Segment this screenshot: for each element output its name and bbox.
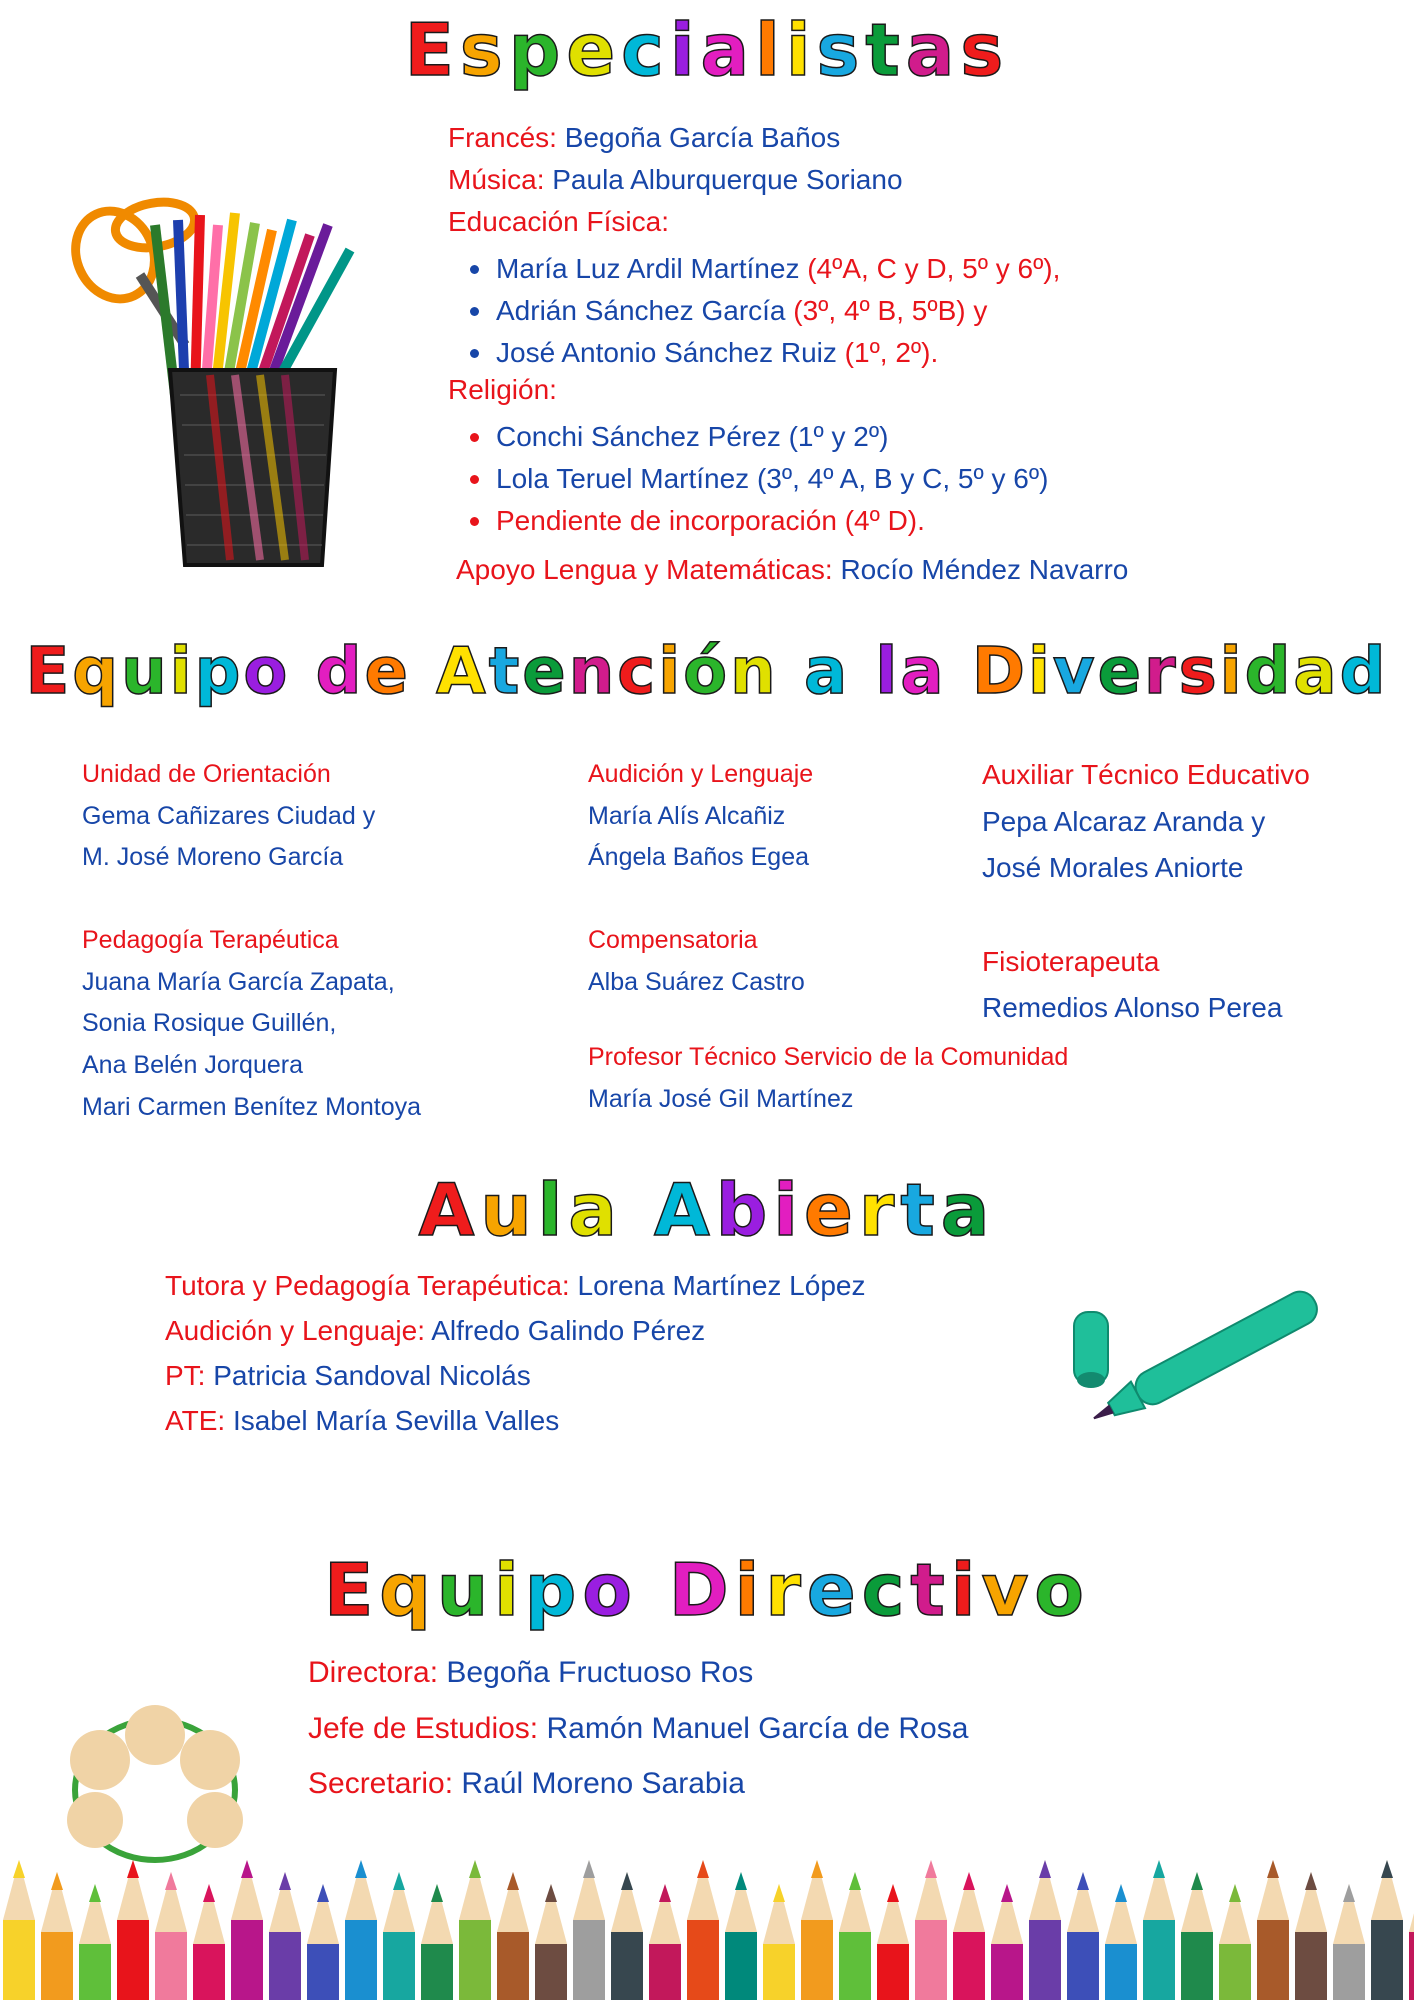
title-aula-abierta: Aula Abierta (418, 1168, 996, 1252)
pencil-icon (1409, 1872, 1414, 2000)
pencil-icon (41, 1872, 73, 2000)
frances-name: Begoña García Baños (564, 122, 841, 153)
audicion-name: Ángela Baños Egea (588, 843, 810, 871)
marker-icon (1060, 1270, 1360, 1450)
ef-list (448, 248, 1060, 374)
list-item: Conchi Sánchez Pérez (1º y 2º) (448, 416, 1048, 458)
auxiliar-label: Auxiliar Técnico Educativo (982, 759, 1310, 790)
aula-tutora-label: Tutora y Pedagogía Terapéutica: (165, 1270, 570, 1301)
pencil-icon (345, 1860, 377, 2000)
pencil-icon (421, 1884, 453, 2000)
pencil-icon (269, 1872, 301, 2000)
fisio-label: Fisioterapeuta (982, 946, 1160, 977)
ef-label: Educación Física: (448, 206, 669, 237)
list-item: Pendiente de incorporación (4º D). (448, 500, 1048, 542)
ptsc-name: María José Gil Martínez (588, 1085, 854, 1113)
aula-al-name: Alfredo Galindo Pérez (431, 1315, 706, 1346)
pencil-icon (1105, 1884, 1137, 2000)
aula-pt-name: Patricia Sandoval Nicolás (213, 1360, 531, 1391)
religion-list (448, 416, 1048, 542)
pencil-icon (953, 1872, 985, 2000)
pencil-icon (535, 1884, 567, 2000)
apoyo-label: Apoyo Lengua y Matemáticas: (456, 554, 833, 585)
pt-name: Sonia Rosique Guillén, (82, 1009, 337, 1037)
pencil-icon (725, 1872, 757, 2000)
pencil-icon (1029, 1860, 1061, 2000)
pencil-cup-icon (60, 195, 380, 575)
apoyo-name: Rocío Méndez Navarro (840, 554, 1129, 585)
secretario-label: Secretario: (308, 1767, 454, 1800)
jefe-line (308, 1712, 968, 1746)
fisio-name: Remedios Alonso Perea (982, 992, 1283, 1023)
aula-al-line (165, 1315, 705, 1347)
secretario-name: Raúl Moreno Sarabia (461, 1767, 745, 1800)
pencil-icon (1295, 1872, 1327, 2000)
musica-line (448, 164, 903, 196)
pencil-icon (231, 1860, 263, 2000)
pt-name: Ana Belén Jorquera (82, 1051, 303, 1079)
audicion-name: María Alís Alcañiz (588, 802, 786, 830)
pencil-icon (763, 1884, 795, 2000)
pencil-icon (459, 1860, 491, 2000)
musica-label: Música: (448, 164, 545, 195)
list-item: José Antonio Sánchez Ruiz (1º, 2º). (448, 332, 1060, 374)
pencil-icon (991, 1884, 1023, 2000)
secretario-line (308, 1767, 745, 1801)
orientacion-name: M. José Moreno García (82, 843, 344, 871)
pencil-icon (1181, 1872, 1213, 2000)
pencil-icon (915, 1860, 947, 2000)
auxiliar-name: Pepa Alcaraz Aranda y (982, 806, 1266, 837)
aula-ate-label: ATE: (165, 1405, 226, 1436)
pencil-icon (1333, 1884, 1365, 2000)
pt-label: Pedagogía Terapéutica (82, 926, 339, 954)
list-item: Adrián Sánchez García (3º, 4º B, 5ºB) y (448, 290, 1060, 332)
aula-pt-line (165, 1360, 531, 1392)
list-item: Lola Teruel Martínez (3º, 4º A, B y C, 5º y 6º) (448, 458, 1048, 500)
title-diversidad: Equipo de Atención a la Diversidad (25, 635, 1389, 709)
jefe-name: Ramón Manuel García de Rosa (546, 1712, 969, 1745)
pencil-icon (801, 1860, 833, 2000)
pencil-icon (193, 1884, 225, 2000)
ptsc-label: Profesor Técnico Servicio de la Comunidad (588, 1043, 1069, 1071)
aula-pt-label: PT: (165, 1360, 206, 1391)
orientacion-label: Unidad de Orientación (82, 760, 331, 788)
title-especialistas: Especialistas (404, 8, 1010, 92)
frances-label: Francés: (448, 122, 557, 153)
pencil-icon (1219, 1884, 1251, 2000)
directora-name: Begoña Fructuoso Ros (446, 1656, 754, 1689)
pencil-icon (1143, 1860, 1175, 2000)
audicion-label: Audición y Lenguaje (588, 760, 814, 788)
frances-line (448, 122, 840, 154)
title-equipo-directivo: Equipo Directivo (324, 1548, 1090, 1632)
aula-ate-line (165, 1405, 559, 1437)
pencil-icon (79, 1884, 111, 2000)
pencil-icon (573, 1860, 605, 2000)
pencil-icon (611, 1872, 643, 2000)
aula-al-label: Audición y Lenguaje: (165, 1315, 425, 1346)
pencil-icon (155, 1872, 187, 2000)
pencil-icon (1067, 1872, 1099, 2000)
compensatoria-name: Alba Suárez Castro (588, 968, 805, 996)
auxiliar-name: José Morales Aniorte (982, 852, 1244, 883)
list-item: María Luz Ardil Martínez (4ºA, C y D, 5º y 6º), (448, 248, 1060, 290)
pencil-icon (687, 1860, 719, 2000)
pencil-icon (117, 1860, 149, 2000)
directora-line (308, 1656, 753, 1690)
orientacion-name: Gema Cañizares Ciudad y (82, 802, 376, 830)
musica-name: Paula Alburquerque Soriano (552, 164, 903, 195)
apoyo-line (456, 554, 1128, 586)
pencil-icon (839, 1872, 871, 2000)
pencil-icon (3, 1860, 35, 2000)
compensatoria-label: Compensatoria (588, 926, 758, 954)
jefe-label: Jefe de Estudios: (308, 1712, 539, 1745)
pencil-icon (1371, 1860, 1403, 2000)
pencil-icon (497, 1872, 529, 2000)
religion-label: Religión: (448, 374, 557, 405)
directora-label: Directora: (308, 1656, 439, 1689)
colored-pencils-border (0, 1850, 1414, 2000)
aula-ate-name: Isabel María Sevilla Valles (232, 1405, 560, 1436)
pencil-icon (649, 1884, 681, 2000)
pt-name: Mari Carmen Benítez Montoya (82, 1093, 422, 1121)
aula-tutora-name: Lorena Martínez López (577, 1270, 866, 1301)
pencil-icon (1257, 1860, 1289, 2000)
pencil-icon (307, 1884, 339, 2000)
pencil-icon (383, 1872, 415, 2000)
pencil-icon (877, 1884, 909, 2000)
aula-tutora-line (165, 1270, 865, 1302)
pt-name: Juana María García Zapata, (82, 968, 395, 996)
